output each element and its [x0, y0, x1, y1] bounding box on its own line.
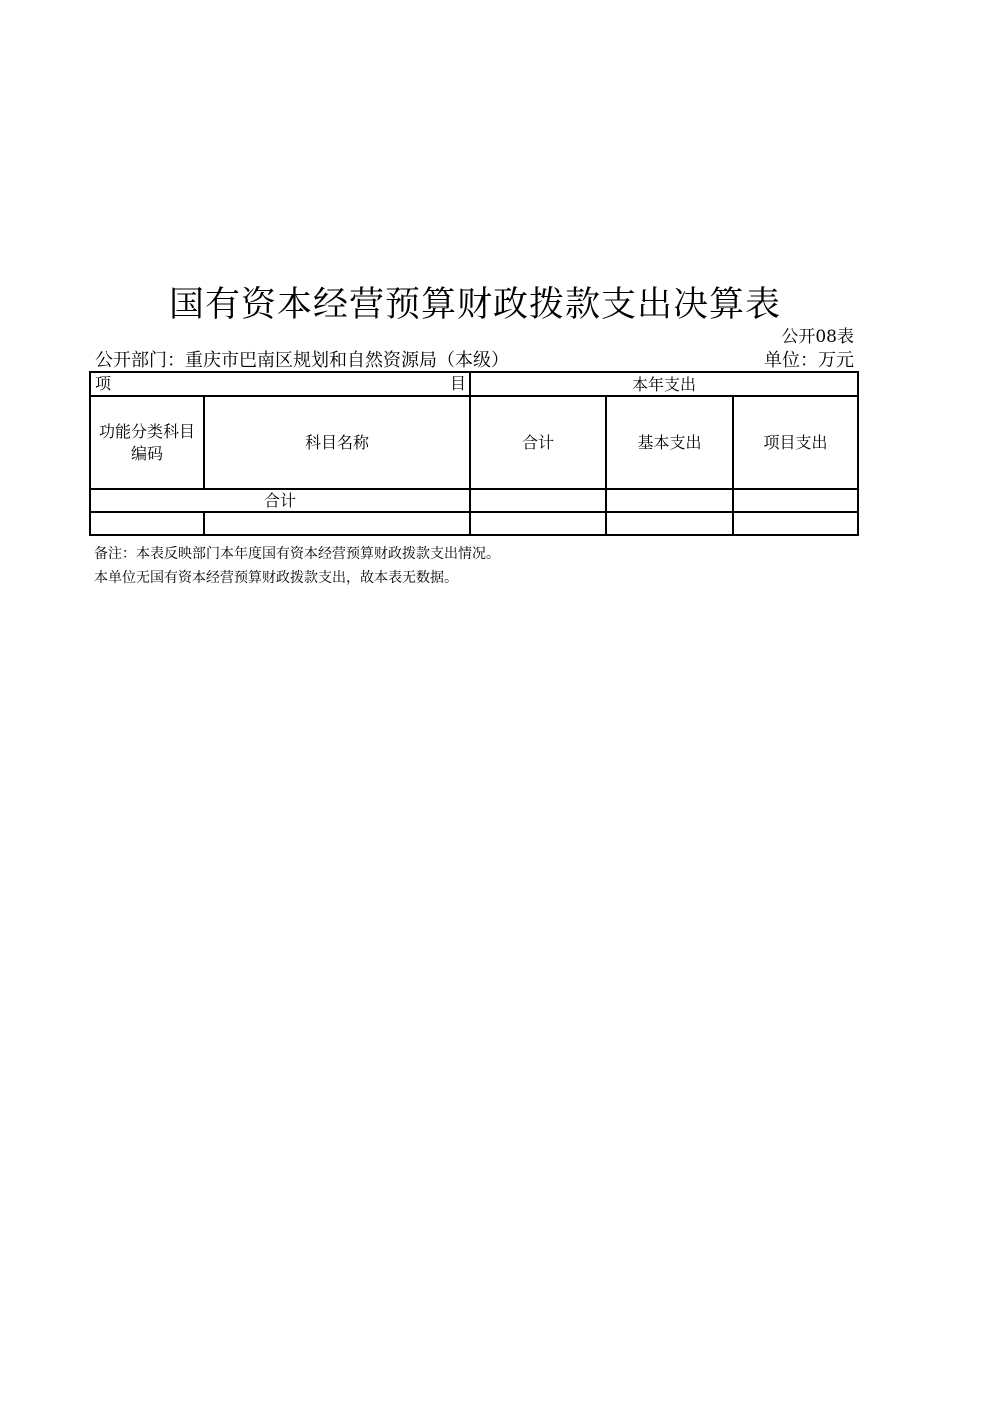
column-header-project: 项目支出 — [733, 396, 858, 489]
column-header-basic: 基本支出 — [606, 396, 733, 489]
table-subheader-row — [90, 396, 858, 489]
year-expense-header: 本年支出 — [470, 372, 858, 396]
total-row-label: 合计 — [90, 489, 470, 512]
table-cell — [733, 512, 858, 535]
note-line: 本单位无国有资本经营预算财政拨款支出，故本表无数据。 — [94, 570, 458, 586]
form-number: 公开08表 — [781, 327, 854, 347]
note-line: 备注：本表反映部门本年度国有资本经营预算财政拨款支出情况。 — [94, 546, 500, 562]
item-header-left: 项 — [95, 374, 112, 393]
department-label: 公开部门：重庆市巴南区规划和自然资源局（本级） — [95, 350, 509, 371]
column-header-code: 功能分类科目编码 — [90, 396, 204, 489]
total-row — [90, 489, 858, 512]
total-row-total — [470, 489, 606, 512]
total-row-basic — [606, 489, 733, 512]
table-header-row — [90, 372, 858, 396]
expenditure-table — [89, 371, 859, 536]
table-cell — [204, 512, 470, 535]
table-row — [90, 512, 858, 535]
column-header-name: 科目名称 — [204, 396, 470, 489]
table-cell — [606, 512, 733, 535]
table-cell — [470, 512, 606, 535]
column-header-total: 合计 — [470, 396, 606, 489]
table-cell — [90, 512, 204, 535]
item-header-right: 目 — [449, 374, 466, 393]
notes — [94, 542, 500, 590]
total-row-project — [733, 489, 858, 512]
unit-label: 单位：万元 — [764, 350, 854, 371]
report-title: 国有资本经营预算财政拨款支出决算表 — [168, 285, 781, 325]
item-header-cell — [90, 372, 470, 396]
